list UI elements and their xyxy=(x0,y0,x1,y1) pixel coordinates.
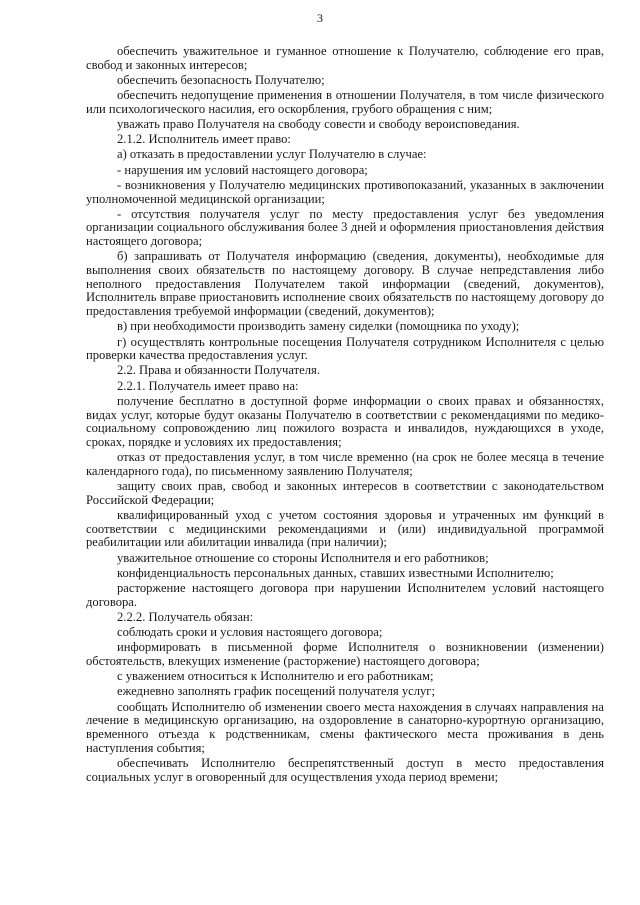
paragraph: расторжение настоящего договора при нарушении Исполнителем условий настоящего договора. xyxy=(86,581,604,609)
paragraph: а) отказать в предоставлении услуг Получателю в случае: xyxy=(117,147,427,162)
paragraph: обеспечивать Исполнителю беспрепятственный доступ в место предоставления социальных услуг в оговоренный для осуществления ухода период времени; xyxy=(86,755,604,784)
paragraph: - возникновения у Получателю медицинских противопоказаний, указанных в заключении уполномоченной медицинской организации; xyxy=(86,177,604,206)
paragraph: уважать право Получателя на свободу совести и свободу вероисповедания. xyxy=(117,117,520,132)
paragraph: - отсутствия получателя услуг по месту предоставления услуг без уведомления организации социального обслуживания более 3 дней и оформления приостановления действия настоящего договора; xyxy=(86,206,604,249)
paragraph: получение бесплатно в доступной форме информации о своих правах и обязанностях, видах услуг, которые будут оказаны Получателю в соответствии с рекомендациями по медико-социальному сопровождению лиц пожилого возраста и инвалидов, нуждающихся в уходе, сроках, порядке и условиях их предоставления; xyxy=(86,393,604,449)
document-body xyxy=(86,45,604,786)
paragraph: 2.1.2. Исполнитель имеет право: xyxy=(117,132,291,147)
paragraph: с уважением относиться к Исполнителю и его работникам; xyxy=(117,669,434,684)
paragraph: отказ от предоставления услуг, в том числе временно (на срок не более месяца в течение календарного года), по письменному заявлению Получателя; xyxy=(86,450,604,478)
paragraph: в) при необходимости производить замену сиделки (помощника по уходу); xyxy=(117,319,520,334)
paragraph: квалифицированный уход с учетом состояния здоровья и утраченных им функций в соответствии с медицинскими рекомендациями и (или) индивидуальной программой реабилитации или абилитации инвалида (при наличии); xyxy=(86,508,604,550)
paragraph: 2.2.2. Получатель обязан: xyxy=(117,609,254,624)
paragraph: 2.2.1. Получатель имеет право на: xyxy=(117,378,299,393)
paragraph: защиту своих прав, свобод и законных интересов в соответствии с законодательством Российской Федерации; xyxy=(86,479,604,507)
paragraph: г) осуществлять контрольные посещения Получателя сотрудником Исполнителя с целью проверки качества предоставления услуг. xyxy=(86,334,604,363)
paragraph: конфиденциальность персональных данных, ставших известными Исполнителю; xyxy=(117,565,554,580)
paragraph: ежедневно заполнять график посещений получателя услуг; xyxy=(117,684,435,699)
paragraph: обеспечить безопасность Получателю; xyxy=(117,72,325,87)
paragraph: уважительное отношение со стороны Исполнителя и его работников; xyxy=(117,550,489,565)
paragraph: соблюдать сроки и условия настоящего договора; xyxy=(117,625,383,640)
paragraph: обеспечить недопущение применения в отношении Получателя, в том числе физического или психологического насилия, его оскорбления, грубого обращения с ним; xyxy=(86,88,604,116)
paragraph: сообщать Исполнителю об изменении своего места нахождения в случаях направления на лечение в медицинскую организацию, на оздоровление в санаторно-курортную организацию, временного отъезда к родственникам, смены фактического места проживания в день наступления события; xyxy=(86,699,604,755)
page-number: 3 xyxy=(317,11,323,25)
paragraph: обеспечить уважительное и гуманное отношение к Получателю, соблюдение его прав, свобод и законных интересов; xyxy=(86,44,604,72)
paragraph: информировать в письменной форме Исполнителя о возникновении (изменении) обстоятельств, влекущих изменение (расторжение) настоящего договора; xyxy=(86,640,604,669)
paragraph: - нарушения им условий настоящего договора; xyxy=(117,162,368,177)
paragraph: 2.2. Права и обязанности Получателя. xyxy=(117,363,320,378)
paragraph: б) запрашивать от Получателя информацию (сведения, документы), необходимые для выполнения своих обязательств по настоящему договору. В случае непредставления либо неполного предоставления Получателем такой информации (сведений, документов), Исполнитель вправе приостановить исполнение своих обязательств по настоящему договору до предоставления требуемой информации (сведений, документов); xyxy=(86,249,604,319)
